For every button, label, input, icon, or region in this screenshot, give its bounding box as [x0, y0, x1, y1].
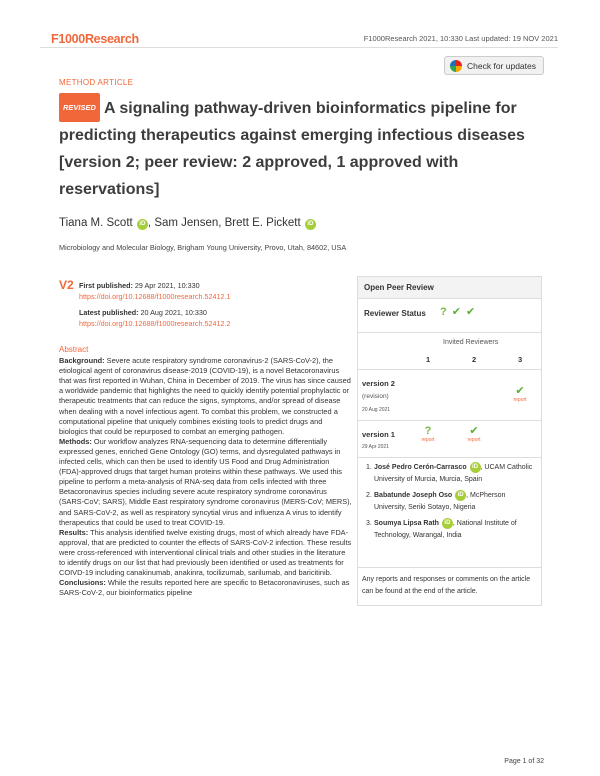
- reviewer-name[interactable]: José Pedro Cerón-Carrasco: [374, 464, 467, 471]
- orcid-icon[interactable]: iD: [470, 462, 481, 473]
- f1000-logo[interactable]: F1000Research: [51, 32, 139, 46]
- doi-link-v2[interactable]: https://doi.org/10.12688/f1000research.52412.2: [79, 319, 231, 328]
- report-link[interactable]: report: [467, 437, 481, 443]
- reviewer-item: 2. Babatunde Joseph Oso iD , McPherson University, Seriki Sotayo, Nigeria: [366, 492, 506, 511]
- version-2-label[interactable]: version 2: [362, 379, 395, 388]
- review-cell-v1-r1[interactable]: [416, 425, 440, 443]
- article-title: [59, 93, 549, 203]
- version-1-date: 29 Apr 2021: [362, 444, 389, 450]
- orcid-icon[interactable]: iD: [455, 490, 466, 501]
- question-mark-icon: ?: [424, 425, 432, 437]
- reviewer-col-2: 2: [472, 355, 477, 364]
- check-icon: ✔: [469, 425, 479, 437]
- abstract-conclusions: Conclusions: While the results reported here are specific to Betacoronaviruses, such as SARS-CoV-2, our bioinformatics pipeline: [59, 578, 350, 598]
- check-icon: ✔: [451, 306, 461, 318]
- author-name[interactable]: Tiana M. Scott: [59, 217, 133, 229]
- reviewer-name[interactable]: Babatunde Joseph Oso: [374, 492, 453, 499]
- check-for-updates-button[interactable]: [444, 56, 544, 75]
- reviewer-name[interactable]: Soumya Lipsa Rath: [374, 520, 439, 527]
- crossmark-icon: [450, 60, 462, 72]
- doi-link-v1[interactable]: https://doi.org/10.12688/f1000research.52412.1: [79, 292, 231, 301]
- check-icon: ✔: [515, 385, 525, 397]
- reviewer-item: 3. Soumya Lipsa Rath iD , National Institute of Technology, Warangal, India: [366, 520, 517, 539]
- review-cell-v1-r2[interactable]: [462, 425, 486, 443]
- page-number: Page 1 of 32: [504, 758, 544, 765]
- report-link[interactable]: report: [421, 437, 435, 443]
- orcid-icon[interactable]: iD: [137, 219, 148, 230]
- latest-published-label: Latest published:: [79, 308, 139, 317]
- reviewer-institution: , National Institute of Technology, Warangal, India: [374, 520, 517, 539]
- citation-line: F1000Research 2021, 10:330 Last updated: 19 NOV 2021: [363, 34, 558, 43]
- first-published-label: First published:: [79, 281, 133, 290]
- author-name[interactable]: Brett E. Pickett: [224, 217, 301, 229]
- abstract-methods: Methods: Our workflow analyzes RNA-sequencing data to determine differentially expressed genes, enriched Gene Ontology (GO) terms, and dysregulated pathways in infected cells, which can then be used to identify US Food and Drug Administration (FDA)-approved drugs that target human proteins within these pathways. We used this pipeline to perform a meta-analysis of RNA-seq data from cells infected with three Betacoronavirus species including severe acute respiratory syndrome coronavirus (SARS-CoV; SARS), Middle East respiratory syndrome coronavirus (MERS-CoV; MERS), and SARS-CoV-2, as well as respiratory syncytial virus and influenza A virus to identify therapeutics that could be used to treat COVID-19.: [59, 436, 352, 527]
- invited-reviewers-label: Invited Reviewers: [443, 339, 499, 346]
- publication-dates: [79, 280, 339, 329]
- orcid-icon[interactable]: iD: [305, 219, 316, 230]
- reviewer-list: [366, 462, 538, 546]
- abstract-results: Results: This analysis identified twelve existing drugs, most of which already have FDA-approval, that are predicted to counter the effects of SARS-CoV-2 infection. These results were cross-referenced with interventional clinical trials and other studies in the literature to identify drugs on our list that had previously been identified or used as treatments for COIVD-19 including canakinumab, anakinra, tocilizumab, sarilumab, and baricitinib.: [59, 527, 352, 578]
- reviewer-institution: , McPherson University, Seriki Sotayo, Nigeria: [374, 492, 506, 511]
- first-published-date: 29 Apr 2021, 10:330: [134, 281, 200, 290]
- abstract: [59, 345, 352, 598]
- title-text: A signaling pathway-driven bioinformatics pipeline for predicting therapeutics against emerging infectious diseases [version 2; peer review: 2 approved, 1 approved with reservations]: [59, 100, 525, 198]
- version-2-date: 20 Aug 2021: [362, 407, 391, 413]
- reviewer-col-1: 1: [426, 355, 431, 364]
- article-type: METHOD ARTICLE: [59, 78, 134, 87]
- reviewer-institution: , UCAM Catholic University of Murcia, Murcia, Spain: [374, 464, 533, 483]
- page-header: [40, 32, 558, 48]
- reviewer-status-label: Reviewer Status: [364, 309, 426, 318]
- abstract-background: Background: Severe acute respiratory syndrome coronavirus-2 (SARS-CoV-2), the etiological agent of coronavirus disease-2019 (COVID-19), is a novel Betacoronavirus that was first reported in Wuhan, China in December of 2019. The virus has since caused a worldwide pandemic that highlights the need to quickly identify potential prophylactic or therapeutic treatments that can reduce the signs, symptoms, and/or spread of disease when dealing with a novel infectious agent. To combat this problem, we constructed a computational pipeline that uniquely combines existing tools to predict drugs and biologics that could be repurposed to combat an emerging pathogen.: [59, 356, 351, 436]
- report-link[interactable]: report: [513, 397, 527, 403]
- author-list: Tiana M. Scott iD , Sam Jensen, Brett E. Pickett iD: [59, 217, 316, 230]
- revised-badge: REVISED: [59, 93, 100, 122]
- review-footer-note: Any reports and responses or comments on the article can be found at the end of the article.: [362, 576, 531, 595]
- author-name[interactable]: Sam Jensen: [154, 217, 219, 229]
- version-1-label[interactable]: version 1: [362, 430, 395, 439]
- question-mark-icon: ?: [440, 306, 447, 318]
- review-cell-v2-r3[interactable]: [508, 385, 532, 403]
- open-peer-review-panel: [357, 276, 542, 606]
- version-2-revision: (revision): [362, 393, 389, 400]
- reviewer-col-3: 3: [518, 355, 523, 364]
- review-panel-heading: Open Peer Review: [358, 277, 541, 299]
- check-icon: ✔: [465, 306, 476, 318]
- orcid-icon[interactable]: iD: [442, 518, 453, 529]
- reviewer-item: 1. José Pedro Cerón-Carrasco iD , UCAM Catholic University of Murcia, Murcia, Spain: [366, 464, 533, 483]
- check-updates-label: Check for updates: [467, 60, 536, 71]
- version-label: V2: [59, 278, 74, 292]
- affiliation: Microbiology and Molecular Biology, Brigham Young University, Provo, Utah, 84602, USA: [59, 243, 347, 252]
- latest-published-date: 20 Aug 2021, 10:330: [140, 308, 207, 317]
- reviewer-status-marks: [440, 305, 480, 318]
- abstract-heading: Abstract: [59, 345, 89, 354]
